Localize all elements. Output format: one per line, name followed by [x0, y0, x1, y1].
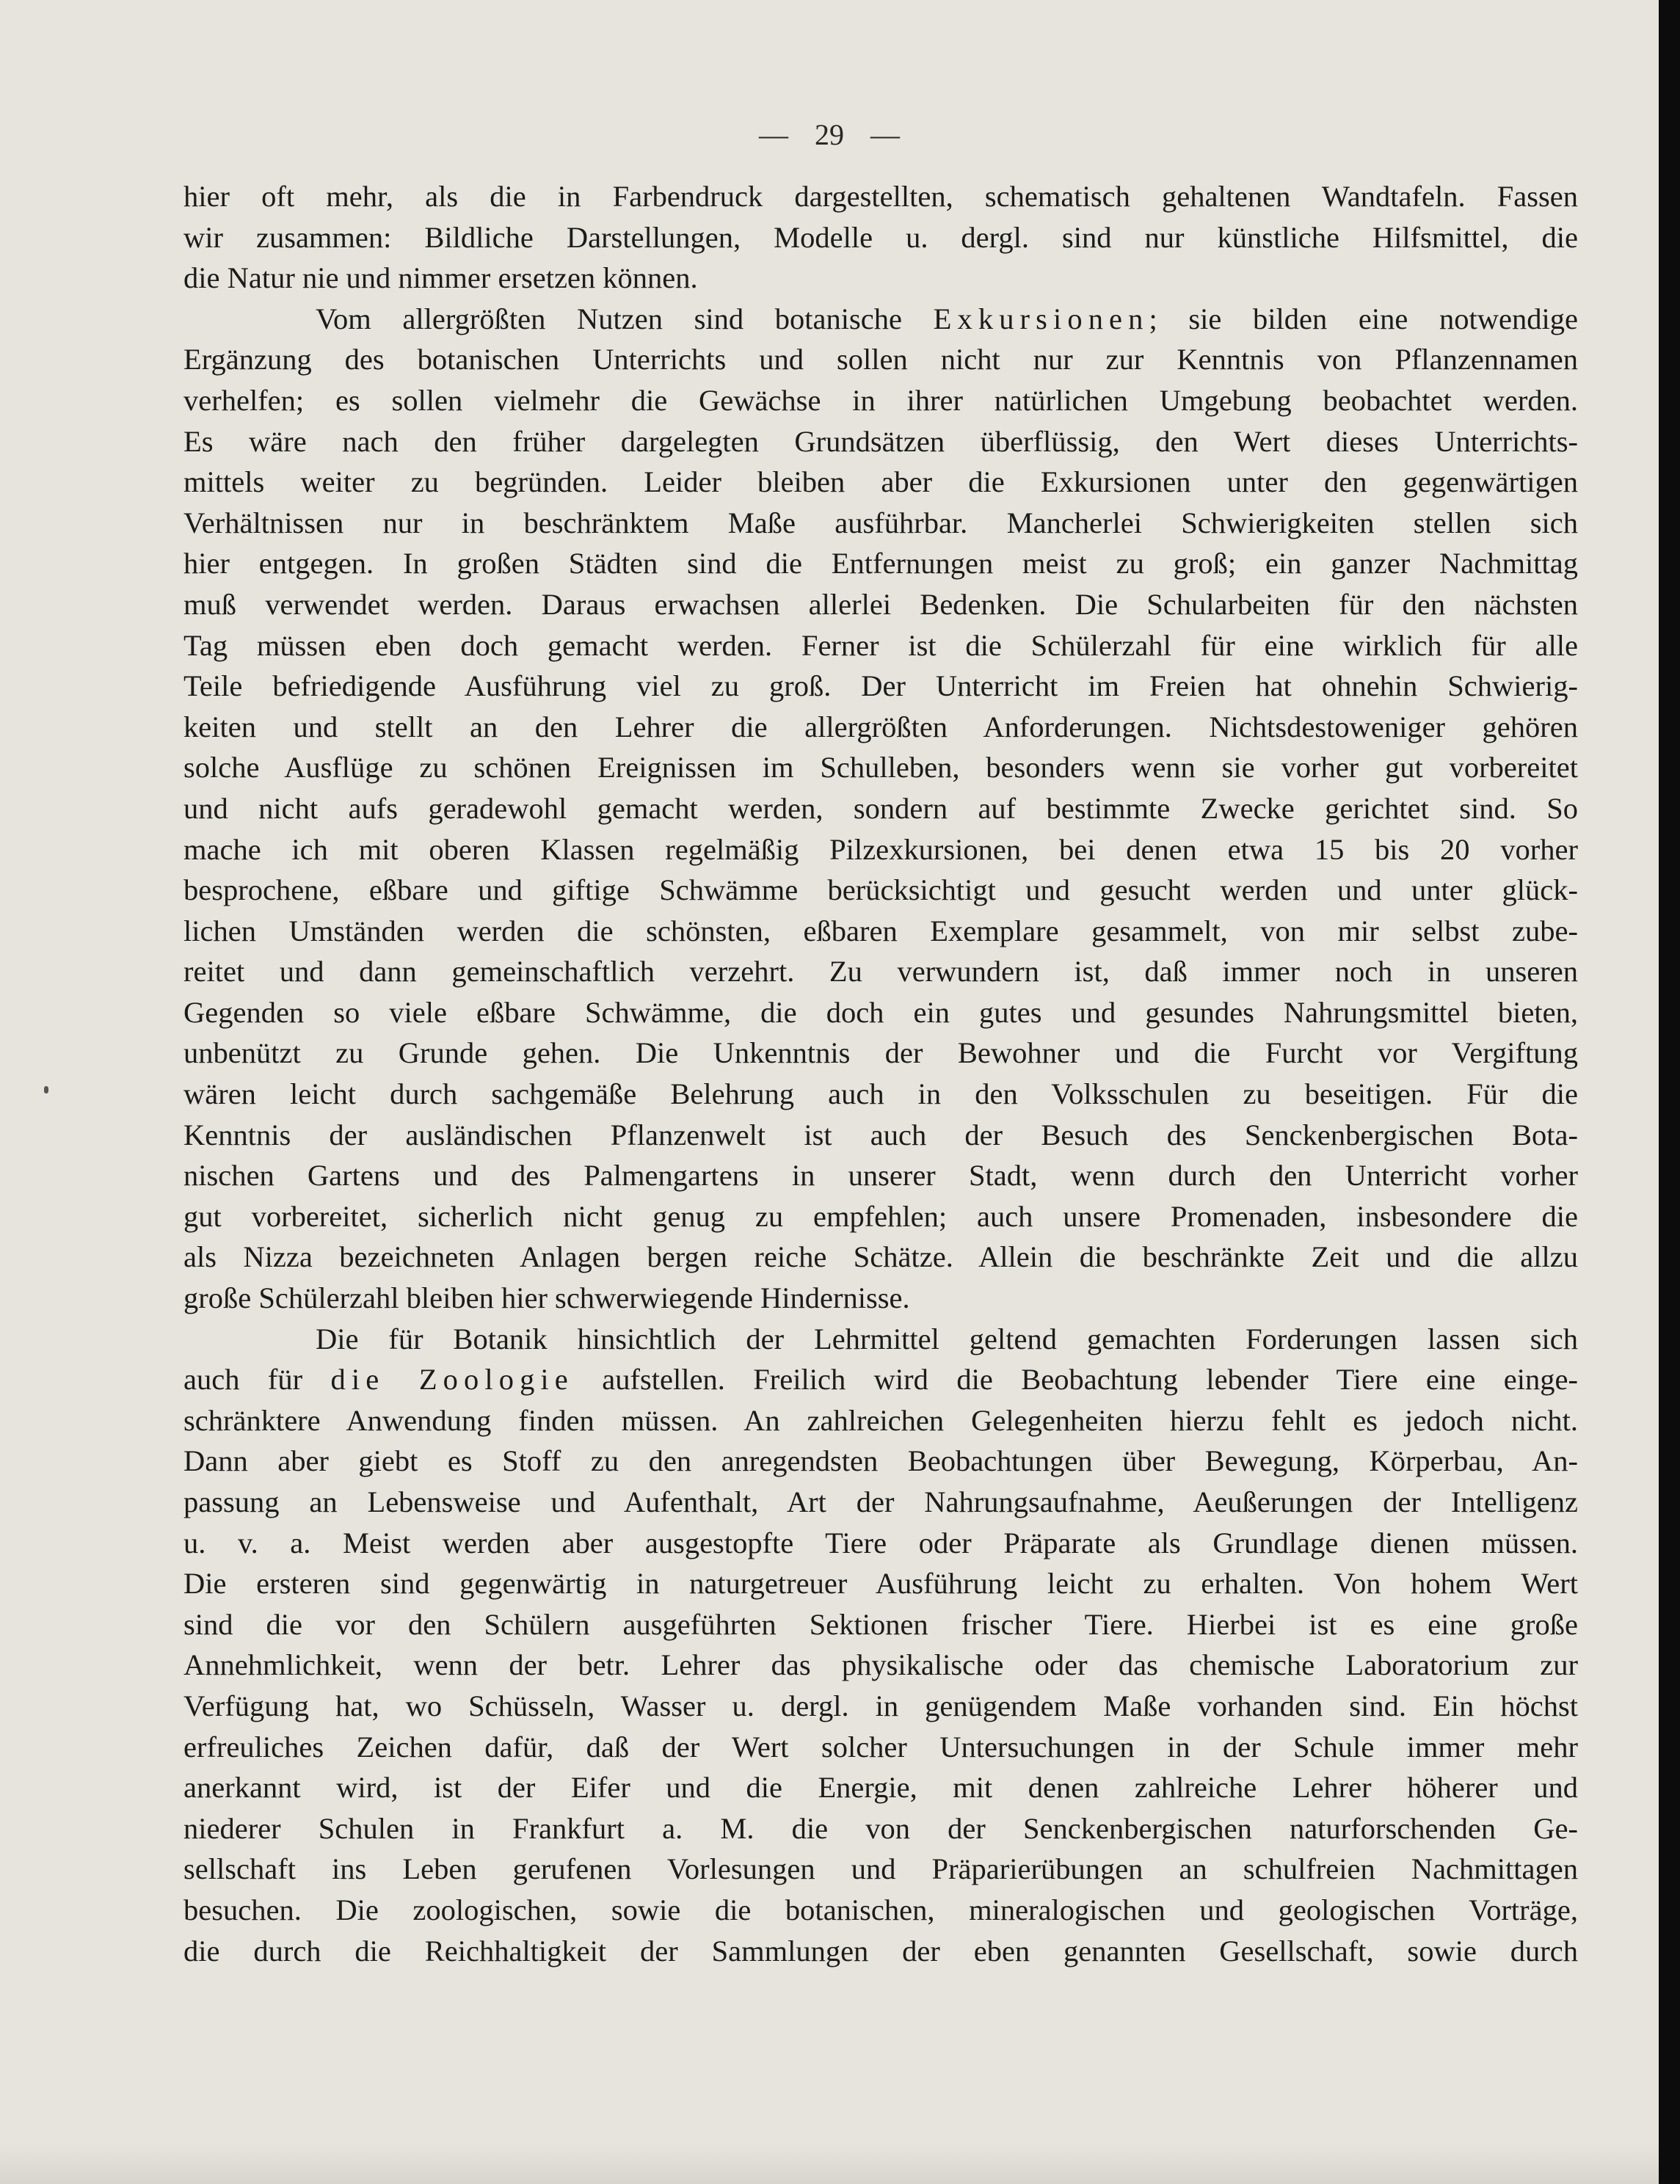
- text-line: Die für Botanik hinsichtlich der Lehrmittel geltend gemachten Forderungen lassen sich: [316, 1322, 1578, 1355]
- text-line: nischen Gartens und des Palmengartens in unserer Stadt, wenn durch den Unterricht vorher: [183, 1159, 1578, 1193]
- text-line: wären leicht durch sachgemäße Belehrung auch in den Volksschulen zu beseitigen. Für die: [183, 1077, 1578, 1111]
- text-line: die Natur nie und nimmer ersetzen können.: [183, 261, 698, 295]
- text-line: Tag müssen eben doch gemacht werden. Ferner ist die Schülerzahl für eine wirklich für alle: [183, 628, 1578, 662]
- page-number-dash-left: —: [759, 118, 788, 151]
- text-line: [183, 299, 1578, 340]
- margin-mark: [44, 1086, 48, 1093]
- text-line: sellschaft ins Leben gerufenen Vorlesungen und Präparierübungen an schulfreien Nachmittagen: [183, 1852, 1578, 1886]
- emphasized-term: die Zoologie: [330, 1363, 574, 1397]
- text-line: Die ersteren sind gegenwärtig in naturgetreuer Ausführung leicht zu erhalten. Von hohem Wert: [183, 1567, 1578, 1601]
- text-line: Gegenden so viele eßbare Schwämme, die doch ein gutes und gesundes Nahrungsmittel bieten,: [183, 995, 1578, 1029]
- text-segment: auch für: [183, 1363, 331, 1397]
- text-line: reitet und dann gemeinschaftlich verzehrt. Zu verwundern ist, daß immer noch in unseren: [183, 955, 1578, 989]
- text-line: muß verwendet werden. Daraus erwachsen allerlei Bedenken. Die Schularbeiten für den nächsten: [183, 587, 1578, 621]
- page-bottom-shade: [0, 2143, 1659, 2184]
- text-line: u. v. a. Meist werden aber ausgestopfte Tiere oder Präparate als Grundlage dienen müssen.: [183, 1526, 1578, 1559]
- scan-edge: [1659, 0, 1680, 2184]
- text-line: besprochene, eßbare und giftige Schwämme berücksichtigt und gesucht werden und unter glück-: [183, 873, 1578, 907]
- page-number: 29: [815, 118, 844, 151]
- text-line: keiten und stellt an den Lehrer die allergrößten Anforderungen. Nichtsdestoweniger gehören: [183, 710, 1578, 743]
- text-line: Annehmlichkeit, wenn der betr. Lehrer das physikalische oder das chemische Laboratorium zur: [183, 1648, 1578, 1682]
- text-line: [183, 1359, 1578, 1400]
- page-number-header: [0, 117, 1659, 152]
- text-line: verhelfen; es sollen vielmehr die Gewächse in ihrer natürlichen Umgebung beobachtet werden.: [183, 383, 1578, 417]
- text-line: gut vorbereitet, sicherlich nicht genug zu empfehlen; auch unsere Promenaden, insbesondere die: [183, 1199, 1578, 1233]
- text-line: mache ich mit oberen Klassen regelmäßig Pilzexkursionen, bei denen etwa 15 bis 20 vorher: [183, 832, 1578, 866]
- text-line: Verfügung hat, wo Schüsseln, Wasser u. dergl. in genügendem Maße vorhanden sind. Ein höchst: [183, 1689, 1578, 1722]
- text-line: lichen Umständen werden die schönsten, eßbaren Exemplare gesammelt, von mir selbst zube-: [183, 914, 1578, 947]
- text-line: die durch die Reichhaltigkeit der Sammlungen der eben genannten Gesellschaft, sowie durch: [183, 1934, 1578, 1968]
- text-line: wir zusammen: Bildliche Darstellungen, Modelle u. dergl. sind nur künstliche Hilfsmittel, die: [183, 220, 1578, 254]
- text-segment: Vom allergrößten Nutzen sind botanische: [316, 302, 934, 335]
- text-line: passung an Lebensweise und Aufenthalt, Art der Nahrungsaufnahme, Aeußerungen der Intelligenz: [183, 1485, 1578, 1518]
- text-line: Ergänzung des botanischen Unterrichts und sollen nicht nur zur Kenntnis von Pflanzennamen: [183, 343, 1578, 376]
- text-segment: aufstellen. Freilich wird die Beobachtung lebender Tiere eine einge-: [573, 1363, 1578, 1397]
- text-line: niederer Schulen in Frankfurt a. M. die von der Senckenbergischen naturforschenden Ge-: [183, 1811, 1578, 1845]
- text-line: solche Ausflüge zu schönen Ereignissen im Schulleben, besonders wenn sie vorher gut vorbereitet: [183, 751, 1578, 785]
- text-line: erfreuliches Zeichen dafür, daß der Wert solcher Untersuchungen in der Schule immer mehr: [183, 1730, 1578, 1763]
- text-line: sind die vor den Schülern ausgeführten Sektionen frischer Tiere. Hierbei ist es eine große: [183, 1607, 1578, 1641]
- text-line: Teile befriedigende Ausführung viel zu groß. Der Unterricht im Freien hat ohnehin Schwierig-: [183, 669, 1578, 703]
- text-line: schränktere Anwendung finden müssen. An zahlreichen Gelegenheiten hierzu fehlt es jedoch nicht.: [183, 1403, 1578, 1437]
- text-line: Es wäre nach den früher dargelegten Grundsätzen überflüssig, den Wert dieses Unterrichts-: [183, 424, 1578, 458]
- text-segment: ; sie bilden eine notwendige: [1149, 302, 1578, 335]
- text-line: anerkannt wird, ist der Eifer und die Energie, mit denen zahlreiche Lehrer höherer und: [183, 1771, 1578, 1805]
- text-line: unbenützt zu Grunde gehen. Die Unkenntnis der Bewohner und die Furcht vor Vergiftung: [183, 1036, 1578, 1070]
- text-line: als Nizza bezeichneten Anlagen bergen reiche Schätze. Allein die beschränkte Zeit und die allzu: [183, 1240, 1578, 1274]
- text-line: mittels weiter zu begründen. Leider bleiben aber die Exkursionen unter den gegenwärtigen: [183, 465, 1578, 499]
- text-line: Dann aber giebt es Stoff zu den anregendsten Beobachtungen über Bewegung, Körperbau, An-: [183, 1444, 1578, 1478]
- text-line: hier oft mehr, als die in Farbendruck dargestellten, schematisch gehaltenen Wandtafeln. Fassen: [183, 180, 1578, 213]
- text-line: Kenntnis der ausländischen Pflanzenwelt ist auch der Besuch des Senckenbergischen Bota-: [183, 1118, 1578, 1151]
- text-line: Verhältnissen nur in beschränktem Maße ausführbar. Mancherlei Schwierigkeiten stellen sich: [183, 506, 1578, 539]
- text-line: hier entgegen. In großen Städten sind die Entfernungen meist zu groß; ein ganzer Nachmittag: [183, 547, 1578, 580]
- text-line: große Schülerzahl bleiben hier schwerwiegende Hindernisse.: [183, 1281, 910, 1315]
- text-line: besuchen. Die zoologischen, sowie die botanischen, mineralogischen und geologischen Vorträge,: [183, 1893, 1578, 1926]
- page-number-dash-right: —: [870, 118, 900, 151]
- text-line: und nicht aufs geradewohl gemacht werden, sondern auf bestimmte Zwecke gerichtet sind. So: [183, 791, 1578, 825]
- body-text: [183, 176, 1578, 1971]
- emphasized-term: Exkursionen: [933, 302, 1149, 335]
